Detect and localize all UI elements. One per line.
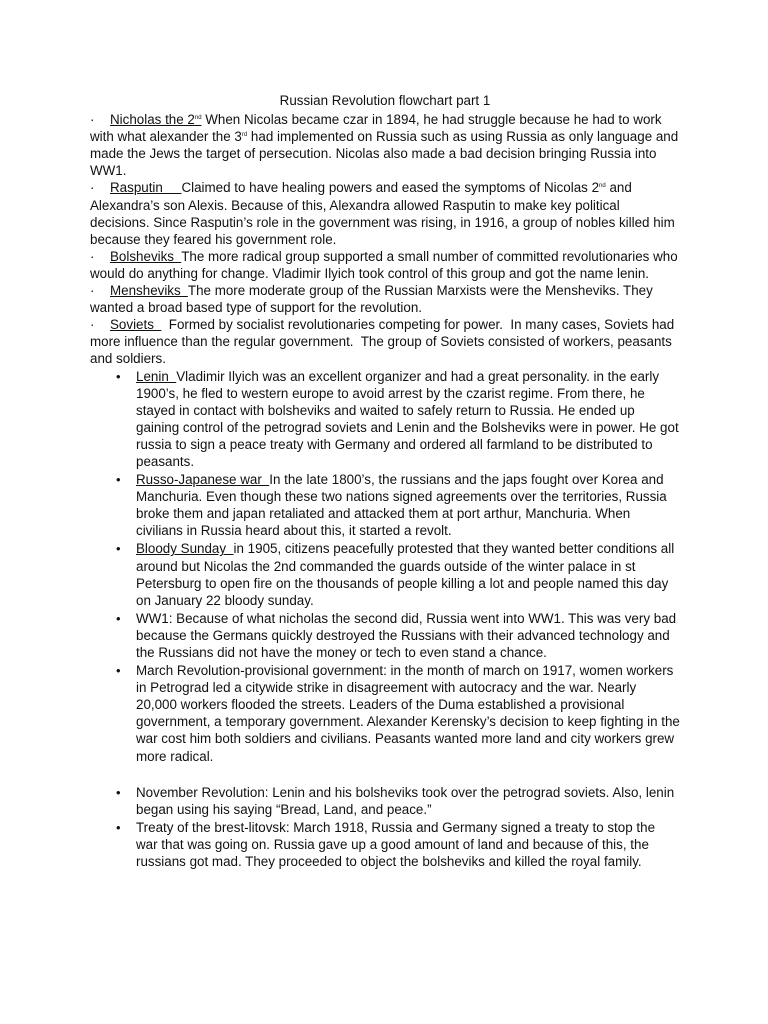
bullet-icon: • [116,541,121,557]
paragraph-text: Claimed to have healing powers and eased the symptoms of Nicolas 2 [181,180,600,196]
term-nicholas [110,112,202,127]
paragraph-bolsheviks [90,248,680,282]
list-item-text: November Revolution: Lenin and his bolsheviks took over the petrograd soviets. Also, lenin began using his saying “Bread, Land, and peace.” [136,784,675,817]
list-item-text: Treaty of the brest-litovsk: March 1918, Russia and Germany signed a treaty to stop the war that was going on. Russia gave up a good amount of land and because of this, the russians got mad. They proceeded to object the bolsheviks and killed the royal family. [136,819,656,870]
bullet-icon: • [116,472,121,488]
bullet-icon: • [116,663,121,679]
bullet-list [90,368,680,871]
term-bloody-sunday: Bloody Sunday [136,541,234,557]
paragraph-text: When Nicolas became czar in 1894, he had struggle because he had to work with what alexander the 3 [90,112,662,145]
paragraph-nicholas [90,111,680,179]
list-spacer [136,766,680,783]
paragraph-mensheviks [90,282,680,316]
bullet-icon: • [116,784,121,800]
paragraph-rasputin [90,179,680,247]
bullet-icon: • [116,610,121,626]
bullet-icon: • [116,368,121,384]
paragraph-text-after: and Alexandra’s son Alexis. Because of this, Alexandra allowed Rasputin to make key political decisions. Since Rasputin’s role in the government was rising, in 1916, a group of nobles killed him because they feared his government role. [90,180,675,247]
term-lenin: Lenin [136,368,177,384]
list-item-text: March Revolution-provisional government: in the month of march on 1917, women workers in Petrograd led a citywide strike in disagreement with autocracy and the war. Nearly 20,000 workers flooded the streets. Leaders of the Duma established a provisional government, a temporary government. Alexander Kerensky’s decision to keep fighting in the war cost him both soldiers and civilians. Peasants wanted more land and city workers grew more radical. [136,663,680,764]
paragraph-marker: · [90,283,95,299]
paragraph-marker: · [90,317,95,333]
paragraph-text-after: had implemented on Russia such as using Russia as only language and made the Jews the target of persecution. Nicolas also made a bad decision bringing Russia into WW1. [90,129,679,179]
list-item-bloody-sunday [116,540,680,608]
bullet-icon: • [116,819,121,835]
term-soviets: Soviets [110,317,162,333]
list-item-text: Vladimir Ilyich was an excellent organizer and had a great personality. in the early 1900’s, he fled to western europe to avoid arrest by the czarist regime. From there, he stayed in contact with bolsheviks and waited to safely return to Russia. He ended up gaining control of the petrograd soviets and Lenin and the Bolsheviks were in power. He got russia to sign a peace treaty with Germany and ordered all farmland to be distributed to peasants. [136,368,679,469]
term-bolsheviks: Bolsheviks [110,248,182,264]
paragraph-text: The more radical group supported a small number of committed revolutionaries who would do anything for change. Vladimir Ilyich took control of this group and got the name lenin. [90,248,678,281]
paragraph-sup: nd [599,183,606,190]
term-mensheviks: Mensheviks [110,283,188,299]
paragraph-sup: rd [241,132,248,139]
paragraph-marker: · [90,180,95,196]
paragraph-marker: · [90,248,95,264]
paragraph-text: The more moderate group of the Russian Marxists were the Mensheviks. They wanted a broad based type of support for the revolution. [90,283,653,316]
term-rasputin: Rasputin [110,180,182,196]
document-body [90,92,680,871]
list-item-text: in 1905, citizens peacefully protested that they wanted better conditions all around but Nicolas the 2nd commanded the guards outside of the winter palace in st Petersburg to open fire on the thousands of people killing a lot and people named this day on January 22 bloody sunday. [136,541,675,608]
list-item-russo-japanese-war [116,471,680,539]
list-item-treaty-brest-litovsk [116,819,680,870]
paragraph-text: Formed by socialist revolutionaries competing for power. In many cases, Soviets had more influence than the regular government. The group of Soviets consisted of workers, peasants and soldiers. [90,317,678,367]
paragraph-soviets [90,316,680,367]
page-title: Russian Revolution flowchart part 1 [279,93,491,108]
list-item-march-revolution [116,662,680,765]
list-item-lenin [116,368,680,471]
list-item-ww1 [116,610,680,661]
term-russo-japanese-war: Russo-Japanese war [136,472,270,488]
list-item-text: In the late 1800’s, the russians and the japs fought over Korea and Manchuria. Even though these two nations signed agreements over the territories, Russia broke them and japan retaliated and attacked them at port arthur, Manchuria. When civilians in Russia heard about this, it started a revolt. [136,472,667,539]
list-item-text: WW1: Because of what nicholas the second did, Russia went into WW1. This was very bad because the Germans quickly destroyed the Russians with their advanced technology and the Russians did not have the money or tech to even stand a chance. [136,610,677,660]
paragraph-marker: · [90,112,95,128]
list-item-november-revolution [116,784,680,818]
term-nicholas-sup: nd [194,115,202,122]
term-nicholas-text: Nicholas the 2 [110,112,195,128]
